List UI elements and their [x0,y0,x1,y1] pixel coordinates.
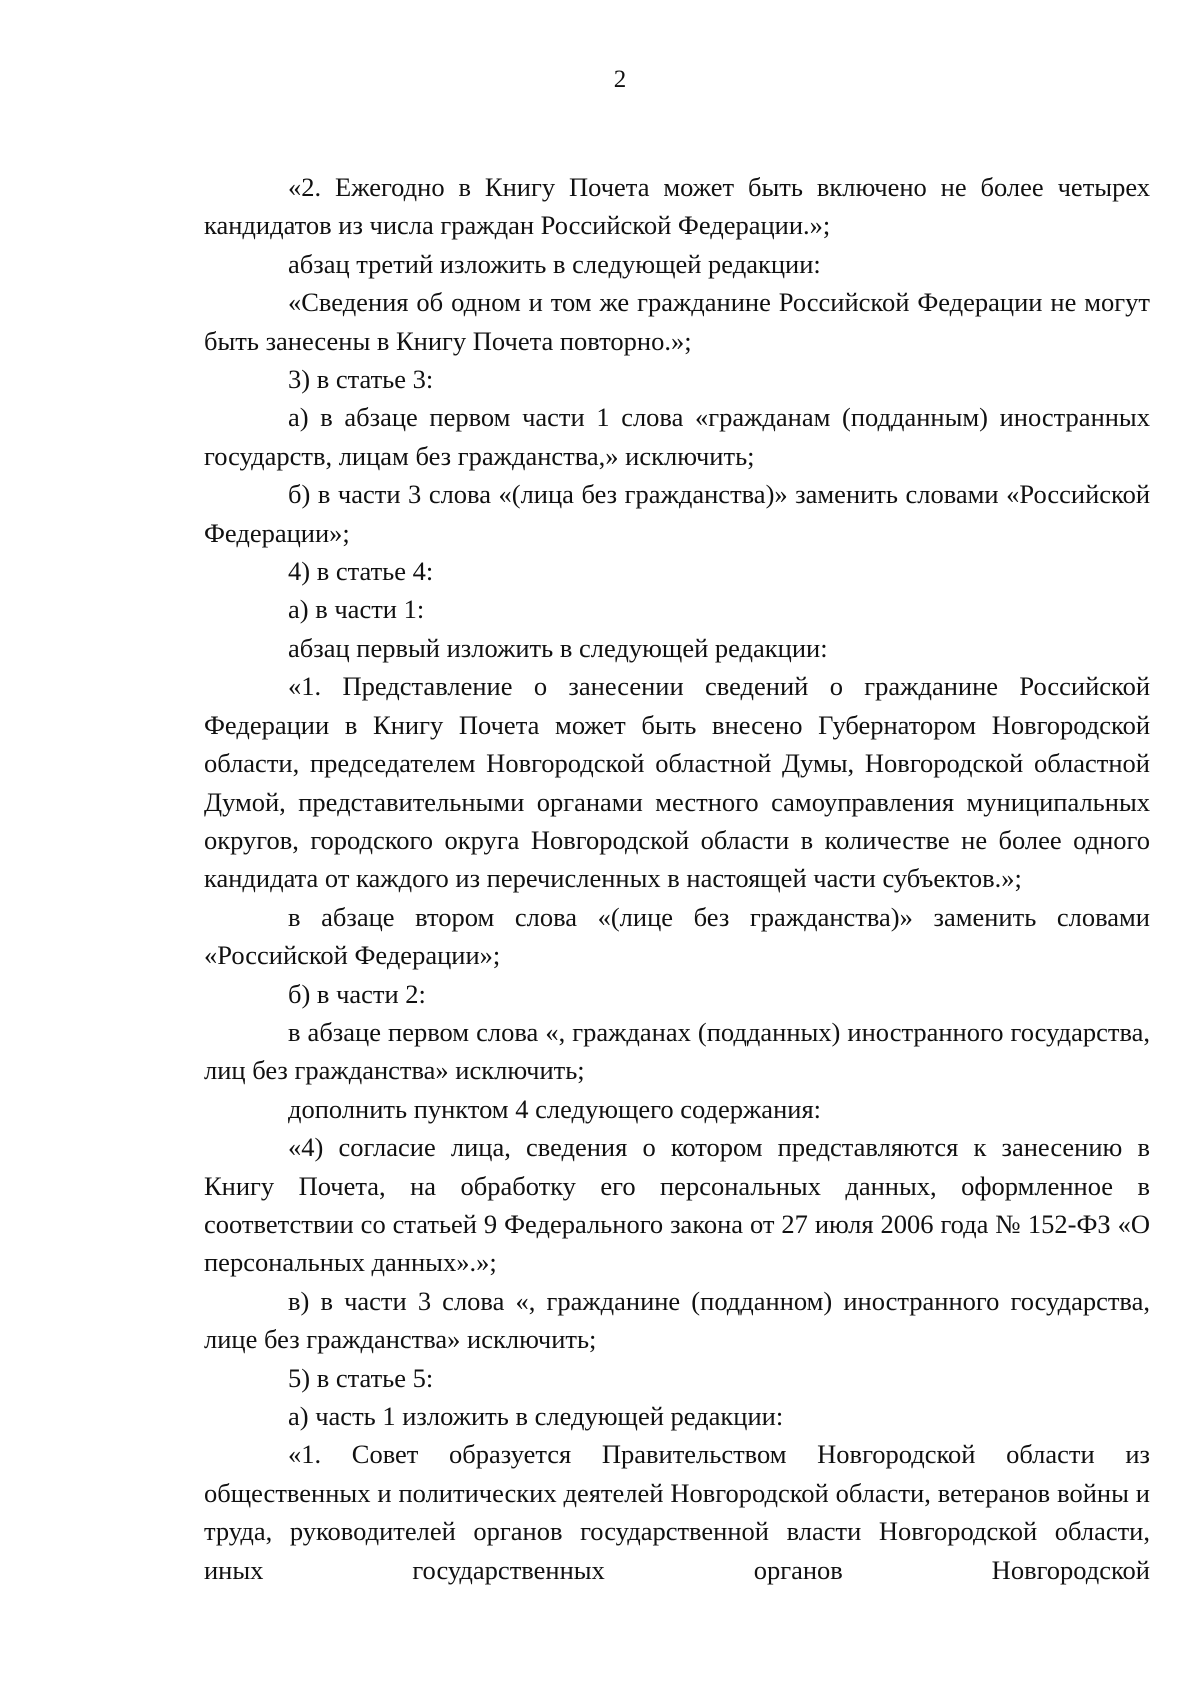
paragraph: «1. Совет образуется Правительством Новгородской области из общественных и политических деятелей Новгородской области, ветеранов войны и труда, руководителей органов государственной власти Новгородской области, иных государственных органов Новгородской [204,1439,1150,1585]
paragraph: б) в части 2: [288,978,426,1009]
paragraph: «Сведения об одном и том же гражданине Российской Федерации не могут быть занесены в Книгу Почета повторно.»; [204,287,1150,356]
paragraph: в абзаце первом слова «, гражданах (подданных) иностранного государства, лиц без гражданства» исключить; [204,1016,1150,1086]
paragraph: 3) в статье 3: [288,364,434,395]
paragraph: абзац первый изложить в следующей редакции: [288,632,828,663]
paragraph: «1. Представление о занесении сведений о гражданине Российской Федерации в Книгу Почета может быть внесено Губернатором Новгородской области, председателем Новгородской областной Думы, Новгородской областной Думой, представительными органами местного самоуправления муниципальных округов, городского округа Новгородской области в количестве не более одного кандидата от каждого из перечисленных в настоящей части субъектов.»; [204,671,1150,894]
paragraph: «4) согласие лица, сведения о котором представляются к занесению в Книгу Почета, на обработку его персональных данных, оформленное в соответствии со статьей 9 Федерального закона от 27 июля 2006 года № 152-ФЗ «О персональных данных».»; [204,1132,1150,1278]
paragraph: в абзаце втором слова «(лице без гражданства)» заменить словами «Российской Федерации»; [204,901,1150,971]
paragraph: б) в части 3 слова «(лица без гражданства)» заменить словами «Российской Федерации»; [204,479,1150,548]
paragraph: а) в абзаце первом части 1 слова «гражданам (подданным) иностранных государств, лицам без гражданства,» исключить; [204,402,1150,471]
paragraph: а) часть 1 изложить в следующей редакции: [288,1401,784,1431]
paragraph: абзац третий изложить в следующей редакции: [288,248,821,279]
paragraph: 5) в статье 5: [288,1362,434,1393]
page-number: 2 [613,66,627,93]
paragraph: дополнить пунктом 4 следующего содержания: [288,1093,821,1124]
document-body [204,168,1150,1589]
paragraph: в) в части 3 слова «, гражданине (подданном) иностранного государства, лице без гражданства» исключить; [204,1285,1150,1355]
paragraph: «2. Ежегодно в Книгу Почета может быть включено не более четырех кандидатов из числа граждан Российской Федерации.»; [204,172,1150,241]
paragraph: 4) в статье 4: [288,556,434,587]
paragraph: а) в части 1: [288,594,425,625]
